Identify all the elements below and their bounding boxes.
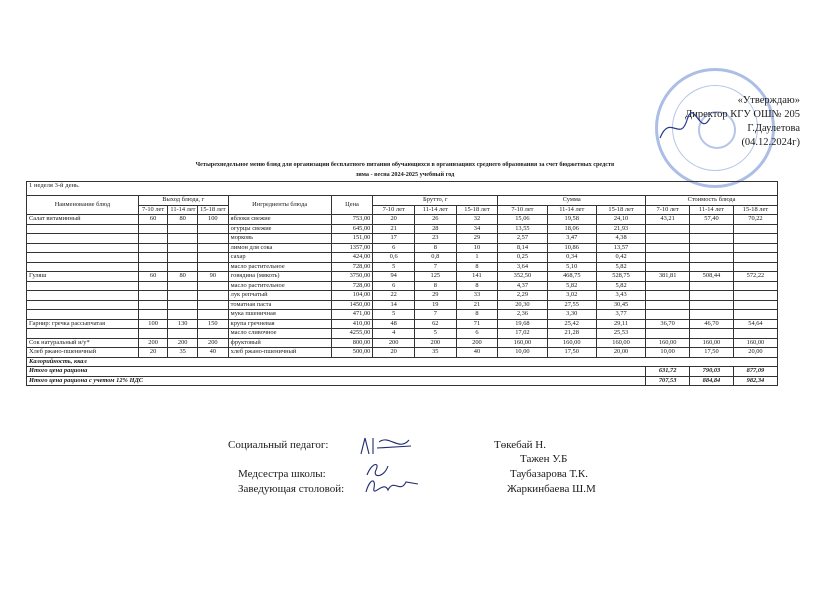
header-sum-age2: 11-14 лет [547,205,596,215]
brutto-11-14-cell: 28 [414,224,456,234]
sum-7-10-cell: 8,14 [498,243,547,253]
brutto-15-18-cell: 71 [456,319,498,329]
total-vat-11-14: 884,84 [690,376,734,386]
cost-11-14-cell [690,310,734,320]
brutto-11-14-cell: 62 [414,319,456,329]
ingredient-cell: хлеб ржано-пшеничный [228,348,331,358]
output-11-14-cell [168,243,198,253]
brutto-11-14-cell: 0,8 [414,253,456,263]
sum-11-14-cell: 25,42 [547,319,596,329]
output-15-18-cell [197,329,228,339]
output-7-10-cell [138,243,168,253]
brutto-7-10-cell: 0,6 [373,253,415,263]
header-price: Цена [331,196,373,215]
dish-name-cell [27,281,139,291]
dish-name-cell [27,329,139,339]
brutto-11-14-cell: 29 [414,291,456,301]
brutto-7-10-cell: 5 [373,262,415,272]
cost-15-18-cell [733,224,777,234]
brutto-11-14-cell: 8 [414,243,456,253]
output-11-14-cell [168,310,198,320]
brutto-11-14-cell: 125 [414,272,456,282]
header-cost-age2: 11-14 лет [690,205,734,215]
brutto-7-10-cell: 5 [373,310,415,320]
cost-15-18-cell [733,234,777,244]
cost-15-18-cell [733,300,777,310]
price-cell: 3750,00 [331,272,373,282]
sum-15-18-cell: 25,53 [596,329,645,339]
cost-7-10-cell [646,253,690,263]
sum-7-10-cell: 19,68 [498,319,547,329]
signature-name-canteen: Жаркинбаева Ш.М [507,483,596,495]
sum-15-18-cell: 30,45 [596,300,645,310]
cost-15-18-cell: 572,22 [733,272,777,282]
cost-11-14-cell [690,243,734,253]
sum-7-10-cell: 2,36 [498,310,547,320]
brutto-15-18-cell: 141 [456,272,498,282]
brutto-7-10-cell: 6 [373,243,415,253]
cost-7-10-cell: 36,70 [646,319,690,329]
signature-role-social: Социальный педагог: [228,439,329,451]
header-cost-age3: 15-18 лет [733,205,777,215]
price-cell: 471,00 [331,310,373,320]
ingredient-cell: мука пшеничная [228,310,331,320]
dish-name-cell [27,300,139,310]
cost-11-14-cell [690,329,734,339]
ingredient-cell: говядина (мякоть) [228,272,331,282]
output-11-14-cell [168,234,198,244]
header-cost-age1: 7-10 лет [646,205,690,215]
cost-15-18-cell: 70,22 [733,215,777,225]
output-15-18-cell [197,262,228,272]
price-cell: 151,00 [331,234,373,244]
brutto-15-18-cell: 200 [456,338,498,348]
cost-7-10-cell [646,310,690,320]
header-output-age3: 15-18 лет [197,205,228,215]
menu-table-frame [26,181,778,427]
approval-director: Директор КГУ ОШ№ 205 [685,109,800,120]
brutto-15-18-cell: 8 [456,310,498,320]
sum-11-14-cell: 0,34 [547,253,596,263]
sum-7-10-cell: 160,00 [498,338,547,348]
sum-15-18-cell: 5,82 [596,262,645,272]
approval-heading: «Утверждаю» [737,95,800,106]
brutto-7-10-cell: 200 [373,338,415,348]
ingredient-cell: фруктовый [228,338,331,348]
sum-11-14-cell: 17,50 [547,348,596,358]
signature-scribble-social [355,432,415,462]
dish-name-cell: Сок натуральный и/у* [27,338,139,348]
output-11-14-cell: 130 [168,319,198,329]
header-output: Выход блюда, г [138,196,228,206]
dish-name-cell: Хлеб ржано-пшеничный [27,348,139,358]
output-15-18-cell [197,291,228,301]
header-dish: Наименование блюд [27,196,139,215]
header-ingredients: Ингредиенты блюда [228,196,331,215]
table-row [27,338,778,348]
brutto-15-18-cell: 10 [456,243,498,253]
cost-7-10-cell [646,243,690,253]
sum-7-10-cell: 2,29 [498,291,547,301]
output-7-10-cell: 200 [138,338,168,348]
output-11-14-cell [168,291,198,301]
output-7-10-cell: 60 [138,215,168,225]
output-7-10-cell: 20 [138,348,168,358]
header-brutto-age1: 7-10 лет [373,205,415,215]
brutto-15-18-cell: 8 [456,262,498,272]
brutto-15-18-cell: 40 [456,348,498,358]
dish-name-cell [27,243,139,253]
cost-11-14-cell: 160,00 [690,338,734,348]
dish-name-cell [27,310,139,320]
table-row [27,310,778,320]
cost-7-10-cell: 43,21 [646,215,690,225]
cost-15-18-cell [733,281,777,291]
price-cell: 424,00 [331,253,373,263]
sum-15-18-cell: 29,11 [596,319,645,329]
ingredient-cell: крупа гречневая [228,319,331,329]
cost-15-18-cell [733,310,777,320]
cost-15-18-cell: 20,00 [733,348,777,358]
sum-7-10-cell: 10,00 [498,348,547,358]
brutto-7-10-cell: 48 [373,319,415,329]
output-7-10-cell [138,300,168,310]
brutto-7-10-cell: 21 [373,224,415,234]
cost-7-10-cell: 10,00 [646,348,690,358]
brutto-7-10-cell: 94 [373,272,415,282]
output-11-14-cell [168,262,198,272]
output-7-10-cell [138,310,168,320]
brutto-11-14-cell: 7 [414,310,456,320]
output-7-10-cell [138,253,168,263]
output-15-18-cell: 150 [197,319,228,329]
dish-name-cell: Гарнир: гречка рассыпчатая [27,319,139,329]
dish-name-cell [27,291,139,301]
brutto-15-18-cell: 1 [456,253,498,263]
table-row [27,348,778,358]
cost-15-18-cell [733,329,777,339]
sum-7-10-cell: 15,06 [498,215,547,225]
brutto-11-14-cell: 35 [414,348,456,358]
sum-15-18-cell: 13,57 [596,243,645,253]
brutto-7-10-cell: 22 [373,291,415,301]
header-sum-age3: 15-18 лет [596,205,645,215]
brutto-11-14-cell: 8 [414,281,456,291]
output-11-14-cell [168,300,198,310]
cost-11-14-cell [690,300,734,310]
cost-15-18-cell: 160,00 [733,338,777,348]
sum-11-14-cell: 3,02 [547,291,596,301]
dish-name-cell: Салат витаминный [27,215,139,225]
output-15-18-cell: 90 [197,272,228,282]
header-sum-age1: 7-10 лет [498,205,547,215]
brutto-15-18-cell: 21 [456,300,498,310]
output-15-18-cell: 100 [197,215,228,225]
cost-11-14-cell [690,281,734,291]
brutto-11-14-cell: 19 [414,300,456,310]
sum-11-14-cell: 5,10 [547,262,596,272]
ingredient-cell: сахар [228,253,331,263]
output-15-18-cell [197,281,228,291]
output-15-18-cell [197,243,228,253]
table-row [27,272,778,282]
header-output-age1: 7-10 лет [138,205,168,215]
brutto-15-18-cell: 32 [456,215,498,225]
signature-role-canteen: Заведующая столовой: [238,483,345,495]
header-brutto-age2: 11-14 лет [414,205,456,215]
sum-15-18-cell: 0,42 [596,253,645,263]
header-brutto-age3: 15-18 лет [456,205,498,215]
sum-15-18-cell: 20,00 [596,348,645,358]
signature-name-social: Төкебай Н. [494,439,546,451]
sum-11-14-cell: 5,82 [547,281,596,291]
brutto-11-14-cell: 23 [414,234,456,244]
sum-15-18-cell: 528,75 [596,272,645,282]
brutto-11-14-cell: 200 [414,338,456,348]
table-row [27,319,778,329]
total-vat-7-10: 707,53 [646,376,690,386]
ingredient-cell: масло растительное [228,281,331,291]
table-row [27,224,778,234]
header-cost: Стоимость блюда [646,196,778,206]
table-row [27,300,778,310]
brutto-15-18-cell: 29 [456,234,498,244]
brutto-15-18-cell: 6 [456,329,498,339]
sum-7-10-cell: 4,37 [498,281,547,291]
output-11-14-cell [168,329,198,339]
cost-15-18-cell [733,262,777,272]
ingredient-cell: морковь [228,234,331,244]
price-cell: 800,00 [331,338,373,348]
header-sum: Сумма [498,196,646,206]
ingredient-cell: масло растительное [228,262,331,272]
table-row [27,281,778,291]
output-11-14-cell [168,281,198,291]
sum-7-10-cell: 0,25 [498,253,547,263]
signature-name-second: Тажен У.Б [520,453,568,465]
brutto-11-14-cell: 5 [414,329,456,339]
price-cell: 1357,00 [331,243,373,253]
sum-7-10-cell: 352,50 [498,272,547,282]
brutto-7-10-cell: 20 [373,348,415,358]
menu-table [26,181,778,386]
approval-name: Г.Даулетова [747,123,800,134]
output-15-18-cell: 200 [197,338,228,348]
price-cell: 410,00 [331,319,373,329]
cost-7-10-cell [646,281,690,291]
ingredient-cell: масло сливочное [228,329,331,339]
price-cell: 1450,00 [331,300,373,310]
signature-scribble-canteen [362,474,422,498]
title-line-2: зима - весна 2024-2025 учебный год [355,171,455,178]
cost-11-14-cell [690,262,734,272]
sum-11-14-cell: 21,28 [547,329,596,339]
cost-11-14-cell [690,224,734,234]
cost-11-14-cell [690,253,734,263]
table-row [27,329,778,339]
calories-row: Калорийность, ккал [27,357,778,367]
output-15-18-cell [197,253,228,263]
output-11-14-cell [168,224,198,234]
output-7-10-cell [138,262,168,272]
sum-11-14-cell: 27,55 [547,300,596,310]
total-cost-15-18: 877,09 [733,367,777,377]
sum-15-18-cell: 21,93 [596,224,645,234]
dish-name-cell [27,234,139,244]
sum-7-10-cell: 17,02 [498,329,547,339]
cost-7-10-cell [646,234,690,244]
output-15-18-cell [197,300,228,310]
price-cell: 728,00 [331,281,373,291]
cost-7-10-cell [646,291,690,301]
total-cost-11-14: 790,03 [690,367,734,377]
cost-15-18-cell [733,291,777,301]
sum-11-14-cell: 3,47 [547,234,596,244]
table-row [27,262,778,272]
cost-7-10-cell: 160,00 [646,338,690,348]
total-cost-7-10: 631,72 [646,367,690,377]
cost-11-14-cell: 46,70 [690,319,734,329]
ingredient-cell: лук репчатый [228,291,331,301]
dish-name-cell [27,224,139,234]
brutto-15-18-cell: 33 [456,291,498,301]
brutto-7-10-cell: 14 [373,300,415,310]
price-cell: 4255,00 [331,329,373,339]
week-label: 1 неделя 3-й день. [27,182,778,196]
output-7-10-cell [138,224,168,234]
total-vat-15-18: 982,34 [733,376,777,386]
signature-role-nurse: Медсестра школы: [238,468,326,480]
ingredient-cell: томатная паста [228,300,331,310]
cost-7-10-cell [646,262,690,272]
sum-11-14-cell: 18,06 [547,224,596,234]
brutto-11-14-cell: 26 [414,215,456,225]
approval-date: (04.12.2024г) [741,137,800,148]
output-15-18-cell [197,234,228,244]
output-11-14-cell: 35 [168,348,198,358]
table-row [27,234,778,244]
ingredient-cell: яблоки свежие [228,215,331,225]
output-11-14-cell: 80 [168,215,198,225]
sum-11-14-cell: 160,00 [547,338,596,348]
ingredient-cell: лимон для сока [228,243,331,253]
brutto-15-18-cell: 8 [456,281,498,291]
ingredient-cell: огурцы свежие [228,224,331,234]
title-line-1: Четырехнедельное меню блюд для организации бесплатного питания обучающихся в организациях среднего образования за счет бюджетных средств [195,161,615,168]
cost-15-18-cell: 54,64 [733,319,777,329]
cost-7-10-cell: 381,81 [646,272,690,282]
total-label: Итого цена рациона [27,367,646,377]
dish-name-cell: Гуляш [27,272,139,282]
cost-7-10-cell [646,300,690,310]
cost-11-14-cell: 57,40 [690,215,734,225]
price-cell: 104,00 [331,291,373,301]
output-11-14-cell: 80 [168,272,198,282]
dish-name-cell [27,253,139,263]
sum-7-10-cell: 3,64 [498,262,547,272]
output-7-10-cell [138,281,168,291]
brutto-7-10-cell: 4 [373,329,415,339]
table-row [27,215,778,225]
sum-7-10-cell: 20,30 [498,300,547,310]
cost-11-14-cell [690,291,734,301]
sum-15-18-cell: 160,00 [596,338,645,348]
sum-15-18-cell: 24,10 [596,215,645,225]
output-15-18-cell [197,310,228,320]
director-signature [655,108,715,148]
cost-7-10-cell [646,329,690,339]
sum-11-14-cell: 19,58 [547,215,596,225]
brutto-7-10-cell: 20 [373,215,415,225]
output-15-18-cell [197,224,228,234]
cost-11-14-cell: 17,50 [690,348,734,358]
brutto-7-10-cell: 6 [373,281,415,291]
sum-11-14-cell: 468,75 [547,272,596,282]
output-7-10-cell: 60 [138,272,168,282]
header-output-age2: 11-14 лет [168,205,198,215]
header-brutto: Брутто, г [373,196,498,206]
price-cell: 500,00 [331,348,373,358]
price-cell: 645,00 [331,224,373,234]
cost-11-14-cell: 508,44 [690,272,734,282]
sum-11-14-cell: 3,30 [547,310,596,320]
output-15-18-cell: 40 [197,348,228,358]
output-7-10-cell [138,291,168,301]
sum-7-10-cell: 2,57 [498,234,547,244]
table-row [27,253,778,263]
brutto-11-14-cell: 7 [414,262,456,272]
brutto-15-18-cell: 34 [456,224,498,234]
sum-11-14-cell: 10,86 [547,243,596,253]
output-11-14-cell: 200 [168,338,198,348]
dish-name-cell [27,262,139,272]
sum-7-10-cell: 13,55 [498,224,547,234]
total-vat-label: Итого цена рациона с учетом 12% НДС [27,376,646,386]
output-7-10-cell: 100 [138,319,168,329]
table-row [27,291,778,301]
sum-15-18-cell: 5,82 [596,281,645,291]
sum-15-18-cell: 3,77 [596,310,645,320]
signature-name-nurse: Таубазарова Т.К. [510,468,588,480]
table-row [27,243,778,253]
sum-15-18-cell: 3,43 [596,291,645,301]
cost-11-14-cell [690,234,734,244]
cost-15-18-cell [733,253,777,263]
sum-15-18-cell: 4,38 [596,234,645,244]
price-cell: 728,00 [331,262,373,272]
output-7-10-cell [138,329,168,339]
price-cell: 753,00 [331,215,373,225]
brutto-7-10-cell: 17 [373,234,415,244]
cost-15-18-cell [733,243,777,253]
document-title [100,160,710,180]
output-7-10-cell [138,234,168,244]
output-11-14-cell [168,253,198,263]
cost-7-10-cell [646,224,690,234]
